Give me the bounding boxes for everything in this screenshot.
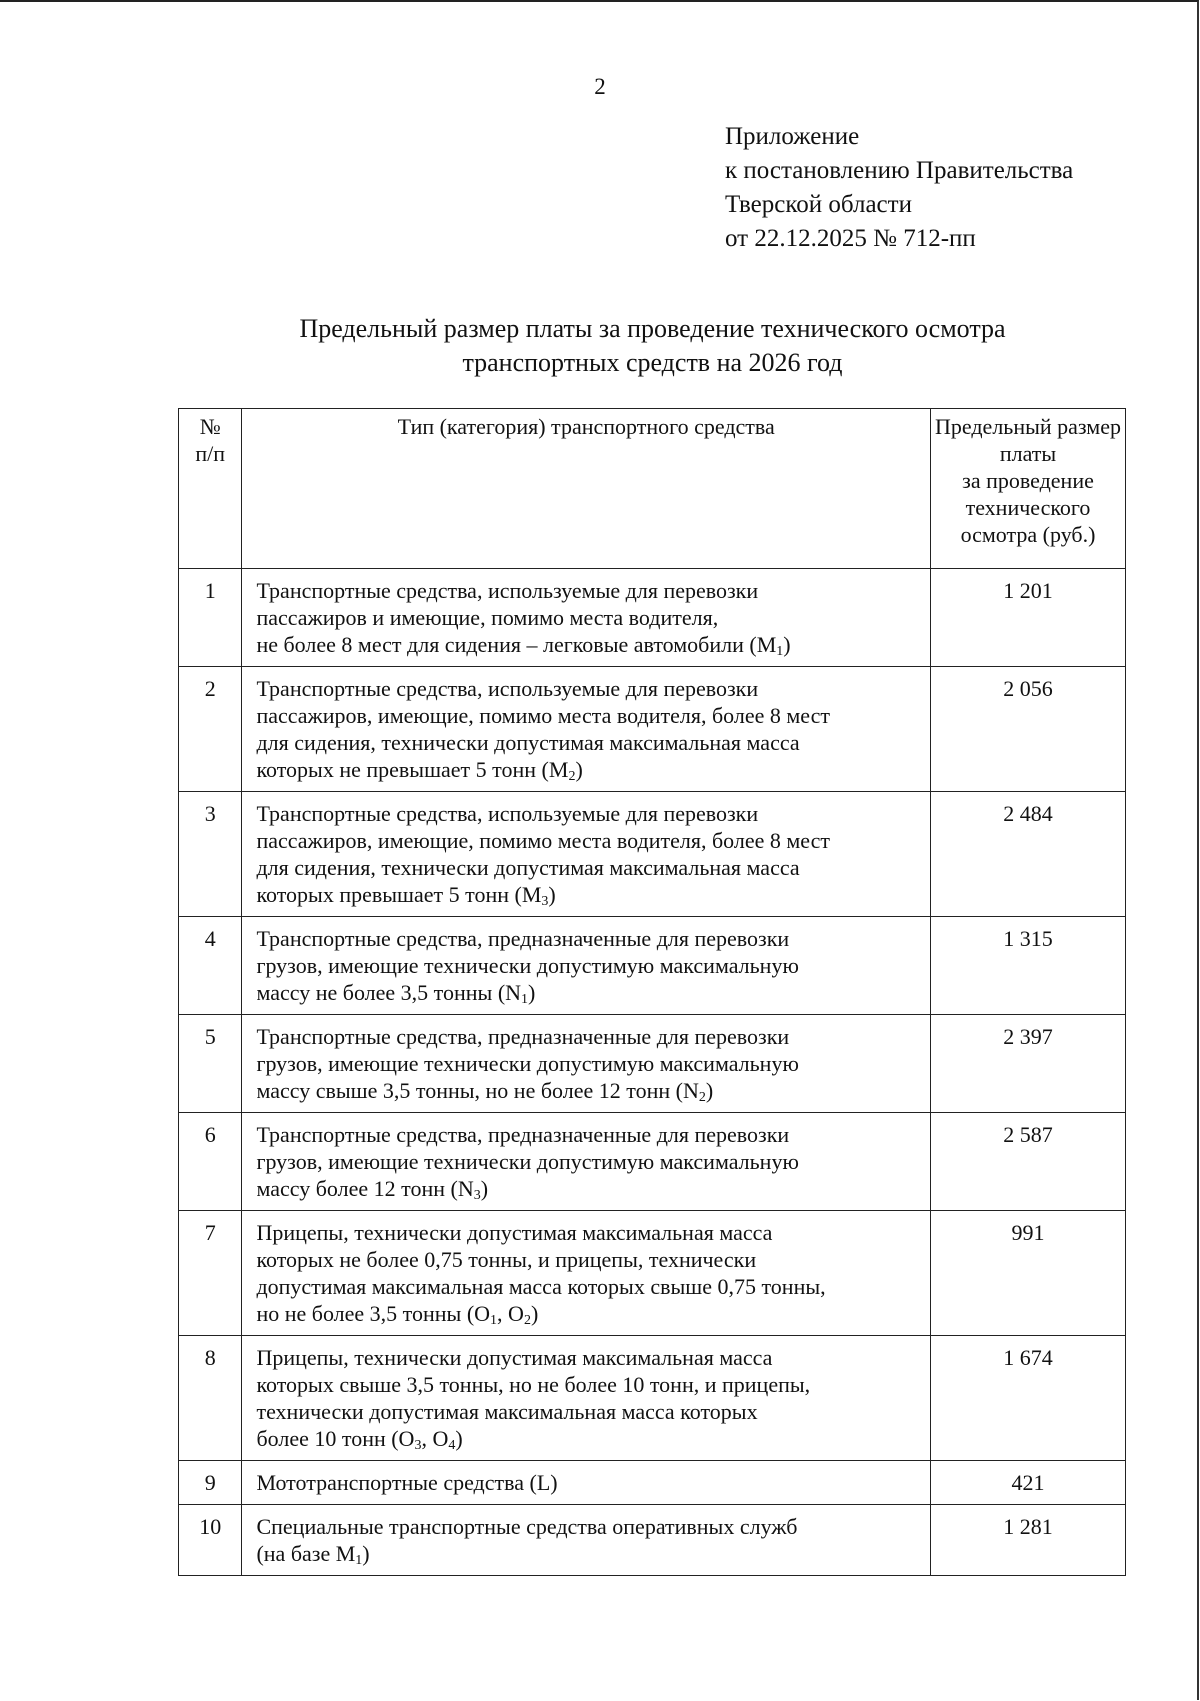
vehicle-type: [242, 792, 931, 917]
table-row: [179, 792, 1126, 917]
header-number-line: п/п: [195, 441, 226, 466]
vehicle-type-line: [256, 1540, 922, 1567]
category-suffix: ): [548, 882, 556, 907]
vehicle-type-line: [256, 577, 922, 604]
row-number: 2: [179, 667, 242, 792]
header-fee-line: осмотра (руб.): [960, 522, 1096, 547]
row-number: 4: [179, 917, 242, 1015]
vehicle-type-text: технически допустимая максимальная масса которых: [256, 1399, 758, 1424]
table-row: [179, 667, 1126, 792]
fee-value: 2 056: [931, 667, 1126, 792]
vehicle-type-line: [256, 1344, 922, 1371]
vehicle-type-text: Прицепы, технически допустимая максимальная масса: [256, 1220, 773, 1245]
vehicle-type-line: [256, 1513, 922, 1540]
row-number: 7: [179, 1211, 242, 1336]
vehicle-type-line: [256, 1246, 922, 1273]
vehicle-type-line: [256, 827, 922, 854]
header-fee-line: Предельный размер: [935, 414, 1121, 439]
vehicle-type-line: [256, 1398, 922, 1425]
vehicle-type-line: [256, 631, 922, 658]
vehicle-type-line: [256, 1175, 922, 1202]
vehicle-type-text: Транспортные средства, используемые для перевозки: [256, 578, 759, 603]
vehicle-type-text: Мототранспортные средства (L): [256, 1470, 558, 1495]
row-number: 10: [179, 1505, 242, 1576]
vehicle-type-line: [256, 1148, 922, 1175]
vehicle-type: [242, 667, 931, 792]
category-suffix: , O: [497, 1301, 524, 1326]
vehicle-type-text: для сидения, технически допустимая максимальная масса: [256, 730, 800, 755]
category-subscript: 2: [698, 1090, 706, 1105]
category-subscript: 4: [448, 1438, 456, 1453]
vehicle-type-text: которых превышает 5 тонн (M: [256, 882, 542, 907]
page-number: 2: [594, 74, 606, 99]
vehicle-type: [242, 917, 931, 1015]
row-number: 1: [179, 569, 242, 667]
vehicle-type-line: [256, 756, 922, 783]
vehicle-type-text: не более 8 мест для сидения – легковые автомобили (M: [256, 632, 777, 657]
category-subscript: 3: [414, 1438, 422, 1453]
vehicle-type: [242, 1505, 931, 1576]
vehicle-type-line: [256, 952, 922, 979]
vehicle-type: [242, 1461, 931, 1505]
category-subscript: 1: [776, 644, 784, 659]
vehicle-type-text: пассажиров и имеющие, помимо места водителя,: [256, 605, 719, 630]
fee-value: 2 587: [931, 1113, 1126, 1211]
table-row: [179, 1113, 1126, 1211]
category-subscript: 3: [473, 1188, 481, 1203]
row-number: 9: [179, 1461, 242, 1505]
vehicle-type-text: массу не более 3,5 тонны (N: [256, 980, 522, 1005]
vehicle-type-text: Транспортные средства, предназначенные для перевозки: [256, 1122, 790, 1147]
category-suffix: ): [362, 1541, 370, 1566]
appendix-line: Тверской области: [725, 191, 912, 218]
header-fee: [931, 409, 1126, 569]
fee-value: 2 484: [931, 792, 1126, 917]
header-type: Тип (категория) транспортного средства: [242, 409, 931, 569]
fee-value: 2 397: [931, 1015, 1126, 1113]
vehicle-type-text: массу свыше 3,5 тонны, но не более 12 тонн (N: [256, 1078, 699, 1103]
category-suffix: ): [575, 757, 583, 782]
header-fee-line: за проведение: [962, 468, 1094, 493]
vehicle-type-line: [256, 1300, 922, 1327]
category-subscript: 1: [490, 1313, 498, 1328]
vehicle-type-line: [256, 702, 922, 729]
vehicle-type-text: грузов, имеющие технически допустимую максимальную: [256, 1051, 799, 1076]
row-number: 8: [179, 1336, 242, 1461]
vehicle-type-line: [256, 800, 922, 827]
vehicle-type-text: грузов, имеющие технически допустимую максимальную: [256, 953, 799, 978]
vehicle-type-text: которых не более 0,75 тонны, и прицепы, технически: [256, 1247, 757, 1272]
table-header-row: [179, 409, 1126, 569]
vehicle-type-line: [256, 1121, 922, 1148]
category-subscript: 2: [523, 1313, 531, 1328]
vehicle-type: [242, 1113, 931, 1211]
vehicle-type-text: Специальные транспортные средства оперативных служб: [256, 1514, 798, 1539]
vehicle-type-line: [256, 729, 922, 756]
vehicle-type-line: [256, 604, 922, 631]
table-row: [179, 1015, 1126, 1113]
category-suffix: ): [528, 980, 536, 1005]
header-fee-line: технического: [965, 495, 1091, 520]
vehicle-type-line: [256, 979, 922, 1006]
table-row: [179, 569, 1126, 667]
category-suffix: ): [530, 1301, 539, 1326]
vehicle-type-text: которых свыше 3,5 тонны, но не более 10 тонн, и прицепы,: [256, 1372, 811, 1397]
vehicle-type-text: Транспортные средства, используемые для перевозки: [256, 676, 759, 701]
vehicle-type-line: [256, 1469, 922, 1496]
header-number: [179, 409, 242, 569]
vehicle-type-text: Транспортные средства, используемые для перевозки: [256, 801, 759, 826]
title-line: транспортных средств на 2026 год: [462, 348, 843, 377]
vehicle-type-line: [256, 1023, 922, 1050]
vehicle-type-text: массу более 12 тонн (N: [256, 1176, 474, 1201]
header-number-line: №: [199, 414, 221, 439]
category-suffix: ): [480, 1176, 489, 1201]
vehicle-type-text: Прицепы, технически допустимая максимальная масса: [256, 1345, 773, 1370]
fee-value: 1 674: [931, 1336, 1126, 1461]
vehicle-type-line: [256, 1050, 922, 1077]
vehicle-type-text: Транспортные средства, предназначенные для перевозки: [256, 926, 790, 951]
appendix-line: Приложение: [725, 123, 860, 150]
vehicle-type-line: [256, 1371, 922, 1398]
vehicle-type-text: пассажиров, имеющие, помимо места водителя, более 8 мест: [256, 828, 830, 853]
fee-value: 1 281: [931, 1505, 1126, 1576]
vehicle-type-text: пассажиров, имеющие, помимо места водителя, более 8 мест: [256, 703, 830, 728]
row-number: 3: [179, 792, 242, 917]
table-row: [179, 1461, 1126, 1505]
vehicle-type-text: допустимая максимальная масса которых свыше 0,75 тонны,: [256, 1274, 826, 1299]
vehicle-type: [242, 569, 931, 667]
vehicle-type-line: [256, 1077, 922, 1104]
vehicle-type-text: Транспортные средства, предназначенные для перевозки: [256, 1024, 790, 1049]
vehicle-type-line: [256, 1273, 922, 1300]
vehicle-type-line: [256, 1219, 922, 1246]
vehicle-type-text: грузов, имеющие технически допустимую максимальную: [256, 1149, 799, 1174]
category-subscript: 2: [568, 769, 576, 784]
vehicle-type: [242, 1336, 931, 1461]
vehicle-type-text: более 10 тонн (O: [256, 1426, 415, 1451]
table-body: [179, 569, 1126, 1576]
fee-value: 991: [931, 1211, 1126, 1336]
vehicle-type-line: [256, 675, 922, 702]
category-suffix: ): [783, 632, 791, 657]
vehicle-type-line: [256, 881, 922, 908]
vehicle-type-line: [256, 925, 922, 952]
table-row: [179, 1505, 1126, 1576]
vehicle-type-line: [256, 854, 922, 881]
category-suffix: ): [455, 1426, 463, 1451]
category-subscript: 1: [521, 992, 529, 1007]
row-number: 6: [179, 1113, 242, 1211]
fee-value: 1 315: [931, 917, 1126, 1015]
vehicle-type-text: (на базе M: [256, 1541, 356, 1566]
table-row: [179, 1336, 1126, 1461]
vehicle-type-text: которых не превышает 5 тонн (M: [256, 757, 569, 782]
vehicle-type-text: но не более 3,5 тонны (O: [256, 1301, 491, 1326]
fee-table: [178, 408, 1126, 1576]
table-row: [179, 1211, 1126, 1336]
appendix-line: к постановлению Правительства: [725, 157, 1074, 184]
fee-value: 421: [931, 1461, 1126, 1505]
title-line: Предельный размер платы за проведение технического осмотра: [299, 314, 1006, 343]
appendix-line: от 22.12.2025 № 712-пп: [725, 225, 976, 252]
fee-value: 1 201: [931, 569, 1126, 667]
table-row: [179, 917, 1126, 1015]
category-subscript: 1: [355, 1553, 363, 1568]
vehicle-type: [242, 1211, 931, 1336]
vehicle-type-line: [256, 1425, 922, 1452]
vehicle-type: [242, 1015, 931, 1113]
row-number: 5: [179, 1015, 242, 1113]
header-fee-line: платы: [999, 441, 1057, 466]
vehicle-type-text: для сидения, технически допустимая максимальная масса: [256, 855, 800, 880]
category-suffix: , O: [421, 1426, 449, 1451]
category-suffix: ): [705, 1078, 714, 1103]
category-subscript: 3: [541, 894, 549, 909]
appendix-block: [725, 120, 1073, 256]
document-title: [180, 312, 1125, 380]
